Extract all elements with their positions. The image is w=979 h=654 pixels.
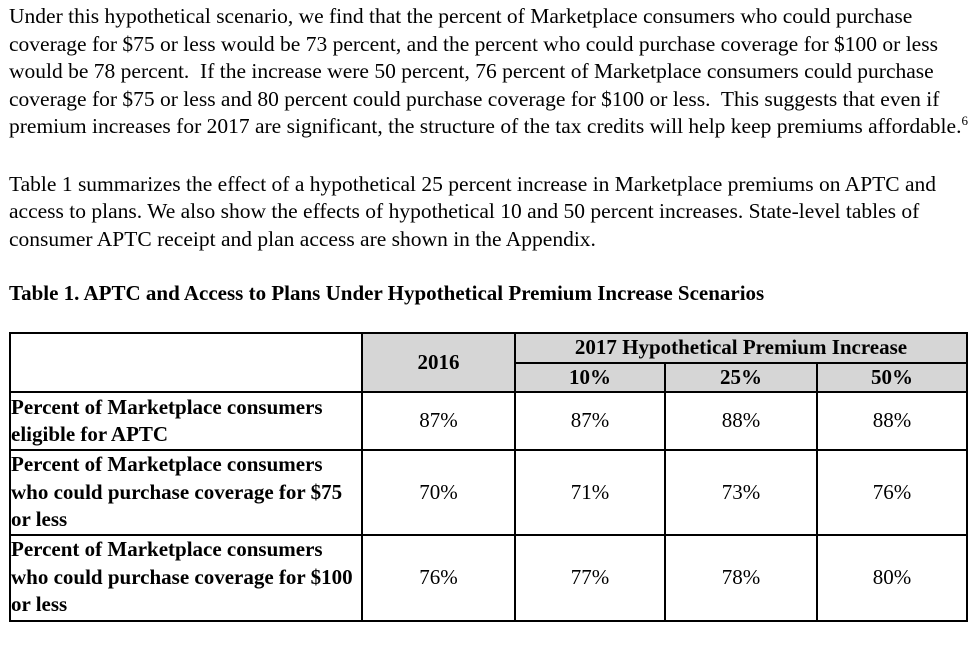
cell-value: 80%: [817, 535, 967, 621]
table-row: [10, 392, 967, 450]
table-title: Table 1. APTC and Access to Plans Under Hypothetical Premium Increase Scenarios: [9, 281, 765, 305]
row-label-eligible-aptc: Percent of Marketplace consumers eligible for APTC: [10, 392, 362, 450]
table-row: [10, 450, 967, 535]
body-paragraph-1: [9, 3, 969, 141]
paragraph-1-text: Under this hypothetical scenario, we find that the percent of Marketplace consumers who could purchase coverage for $75 or less would be 73 percent, and the percent who could purchase coverage for $100 or less would be 78 percent. If the increase were 50 percent, 76 percent of Marketplace consumers could purchase coverage for $75 or less and 80 percent could purchase coverage for $100 or less. This suggests that even if premium increases for 2017 are significant, the structure of the tax credits will help keep premiums affordable.: [9, 4, 962, 138]
cell-value: 87%: [515, 392, 665, 450]
table-header-row-1: [10, 333, 967, 363]
cell-value: 71%: [515, 450, 665, 535]
cell-value: 87%: [362, 392, 515, 450]
column-group-header-2017: 2017 Hypothetical Premium Increase: [515, 333, 967, 363]
row-label-coverage-100: Percent of Marketplace consumers who could purchase coverage for $100 or less: [10, 535, 362, 621]
column-header-25pct: 25%: [665, 363, 817, 393]
cell-value: 88%: [665, 392, 817, 450]
cell-value: 78%: [665, 535, 817, 621]
cell-value: 73%: [665, 450, 817, 535]
cell-value: 88%: [817, 392, 967, 450]
table-corner-cell: [10, 333, 362, 392]
cell-value: 76%: [362, 535, 515, 621]
row-label-coverage-75: Percent of Marketplace consumers who could purchase coverage for $75 or less: [10, 450, 362, 535]
table-row: [10, 535, 967, 621]
body-paragraph-2: Table 1 summarizes the effect of a hypothetical 25 percent increase in Marketplace premiums on APTC and access to plans. We also show the effects of hypothetical 10 and 50 percent increases. State-level tables of consumer APTC receipt and plan access are shown in the Appendix.: [9, 171, 942, 251]
cell-value: 70%: [362, 450, 515, 535]
apt-access-table: [9, 332, 968, 622]
cell-value: 76%: [817, 450, 967, 535]
column-header-10pct: 10%: [515, 363, 665, 393]
cell-value: 77%: [515, 535, 665, 621]
footnote-reference-6: 6: [961, 112, 968, 128]
column-header-2016: 2016: [362, 333, 515, 392]
column-header-50pct: 50%: [817, 363, 967, 393]
